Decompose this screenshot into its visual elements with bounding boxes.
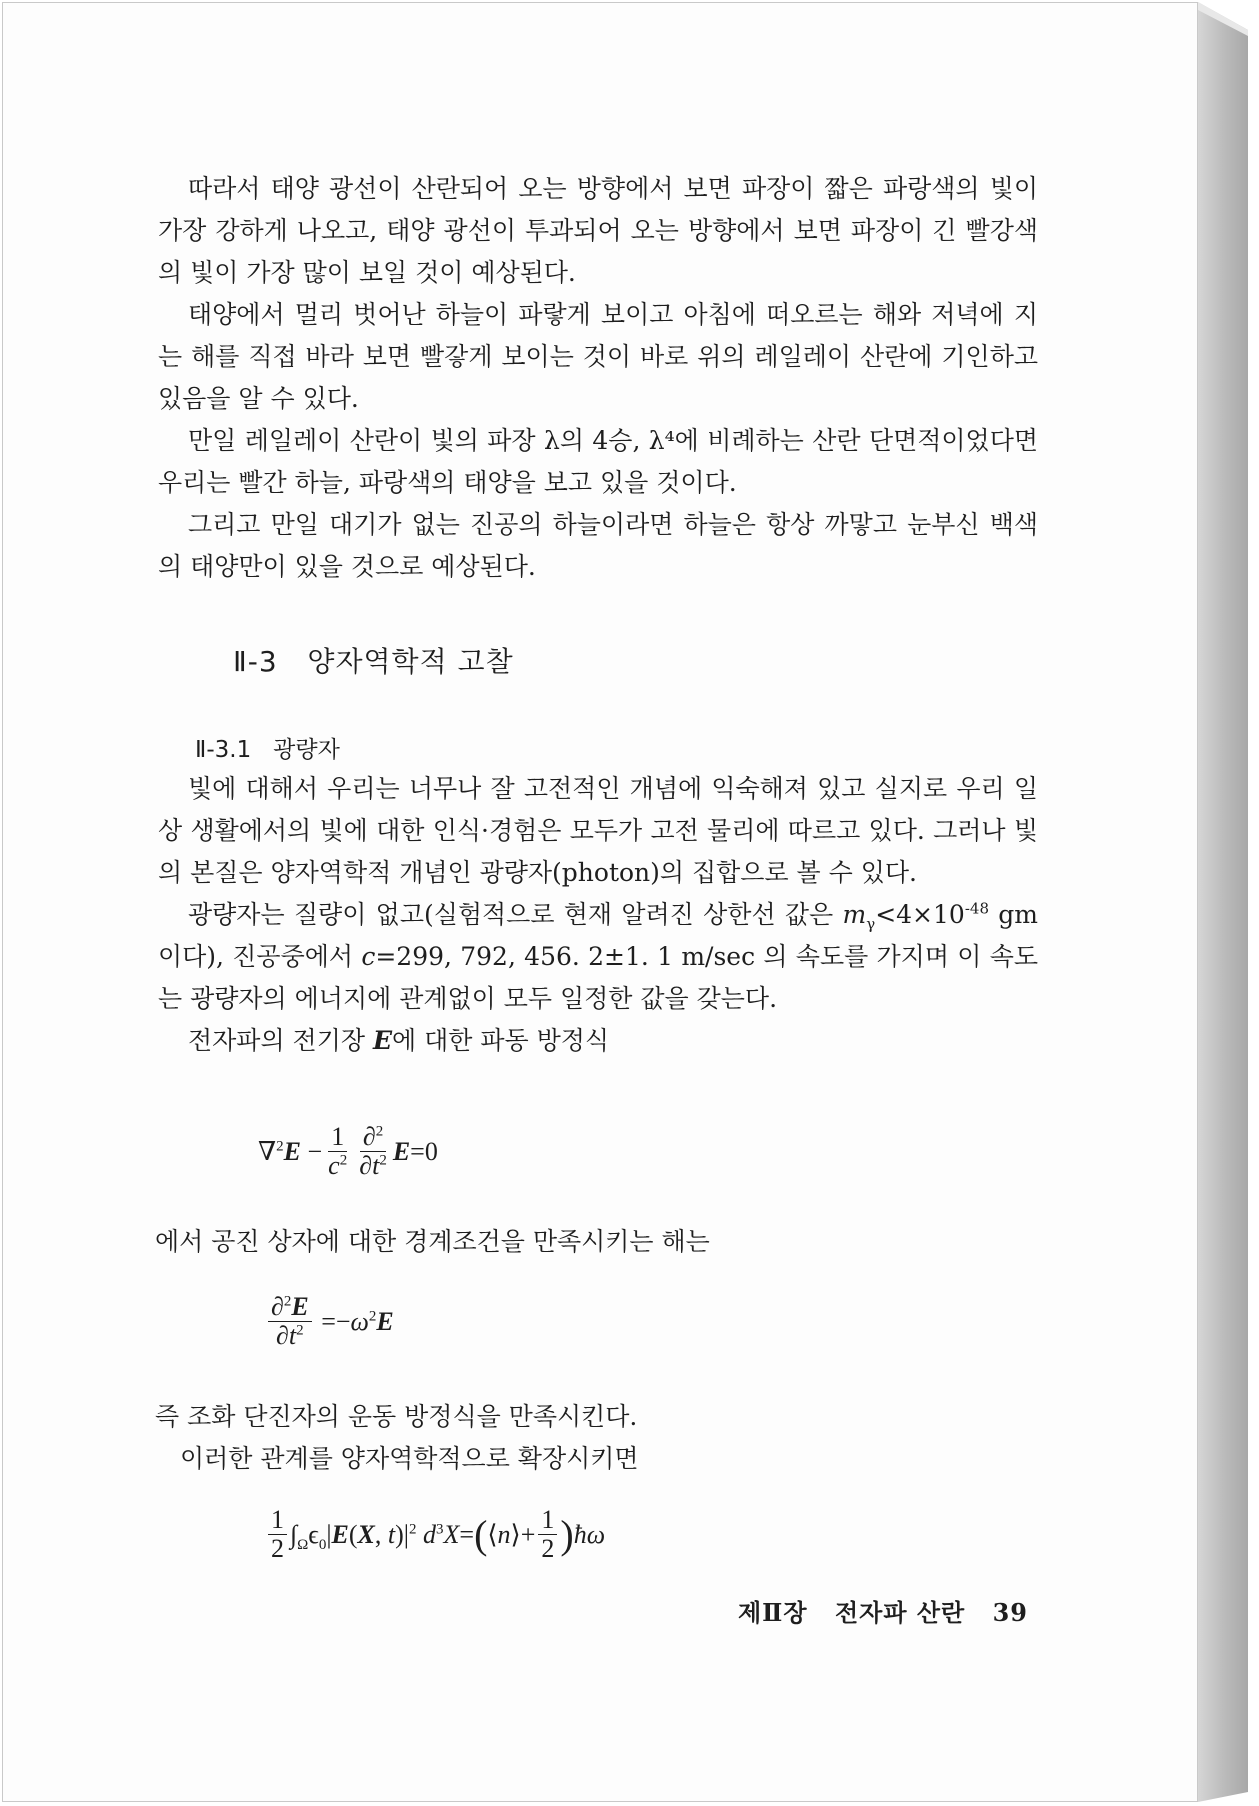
paragraph-3: 만일 레일레이 산란이 빛의 파장 λ의 4승, λ⁴에 비례하는 산란 단면적이었다면 우리는 빨간 하늘, 파랑색의 태양을 보고 있을 것이다. <box>158 426 1038 497</box>
page-footer <box>738 1593 1046 1628</box>
footer-chapter: 제Ⅱ장 <box>738 1598 808 1627</box>
section-heading <box>233 640 514 680</box>
paragraph-7: 전자파의 전기장 E에 대한 파동 방정식 <box>188 1026 610 1055</box>
paragraph-1: 따라서 태양 광선이 산란되어 오는 방향에서 보면 파장이 짧은 파랑색의 빛이 가장 강하게 나오고, 태양 광선이 투과되어 오는 방향에서 보면 파장이 긴 빨강색의 빛이 가장 많이 보일 것이 예상된다. <box>158 174 1038 287</box>
section-title: 양자역학적 고찰 <box>307 645 514 678</box>
page-number: 39 <box>992 1598 1029 1627</box>
section-number: Ⅱ-3 <box>233 645 278 678</box>
paragraph-6: 광량자는 질량이 없고(실험적으로 현재 알려진 상한선 값은 $m_\gamma<4\times 10^{-48}$ gm 이다), 진공중에서 c=299, 792, 456. 2±1. 1 m/sec 의 속도를 가지며 이 속도는 광량자의 에너지에 관계없이 모두 일정한 값을 갖는다. <box>158 899 1039 1013</box>
harmonic-equation: $\frac{\partial^2E}{\partial t^2}$ $=-\omega^2E$ <box>265 1293 394 1350</box>
subsection-title: 광량자 <box>273 737 340 763</box>
book-page-edge <box>1198 2 1256 1802</box>
paragraph-2: 태양에서 멀리 벗어난 하늘이 파랗게 보이고 아침에 떠오르는 해와 저녁에 지는 해를 직접 바라 보면 빨갛게 보이는 것이 바로 위의 레일레이 산란에 기인하고 있음을 알 수 있다. <box>158 300 1038 413</box>
text-after-eq1: 에서 공진 상자에 대한 경계조건을 만족시키는 해는 <box>155 1227 710 1256</box>
wave-equation: ∇$^2$E − $\frac{1}{c^2}$ $\frac{\partial^2}{\partial t^2}$ E=0 <box>258 1122 438 1180</box>
subsection-number: Ⅱ-3.1 <box>195 737 252 763</box>
footer-chapter-title: 전자파 산란 <box>834 1598 966 1627</box>
book-page <box>2 2 1198 1802</box>
intro-text-block <box>158 168 1038 588</box>
paragraph-5: 빛에 대해서 우리는 너무나 잘 고전적인 개념에 익숙해져 있고 실지로 우리 일상 생활에서의 빛에 대한 인식·경험은 모두가 고전 물리에 따르고 있다. 그러나 빛의 본질은 양자역학적 개념인 광량자(photon)의 집합으로 볼 수 있다. <box>158 774 1038 887</box>
subsection-heading <box>195 731 340 764</box>
text-after-eq2: 즉 조화 단진자의 운동 방정식을 만족시킨다. 이러한 관계를 양자역학적으로 확장시키면 <box>155 1402 639 1473</box>
book-edge-graphic <box>1198 2 1256 1802</box>
photon-text-block <box>158 768 1038 1062</box>
paragraph-4: 그리고 만일 대기가 없는 진공의 하늘이라면 하늘은 항상 까맣고 눈부신 백색의 태양만이 있을 것으로 예상된다. <box>158 510 1038 581</box>
quantized-energy-equation: $\frac{1}{2}$ $\int_\Omega\epsilon_0|E(X$, $t)|^2$ $d^3X=$ ( ⟨n⟩+ $\frac{1}{2}$ ) ħω <box>265 1506 605 1563</box>
